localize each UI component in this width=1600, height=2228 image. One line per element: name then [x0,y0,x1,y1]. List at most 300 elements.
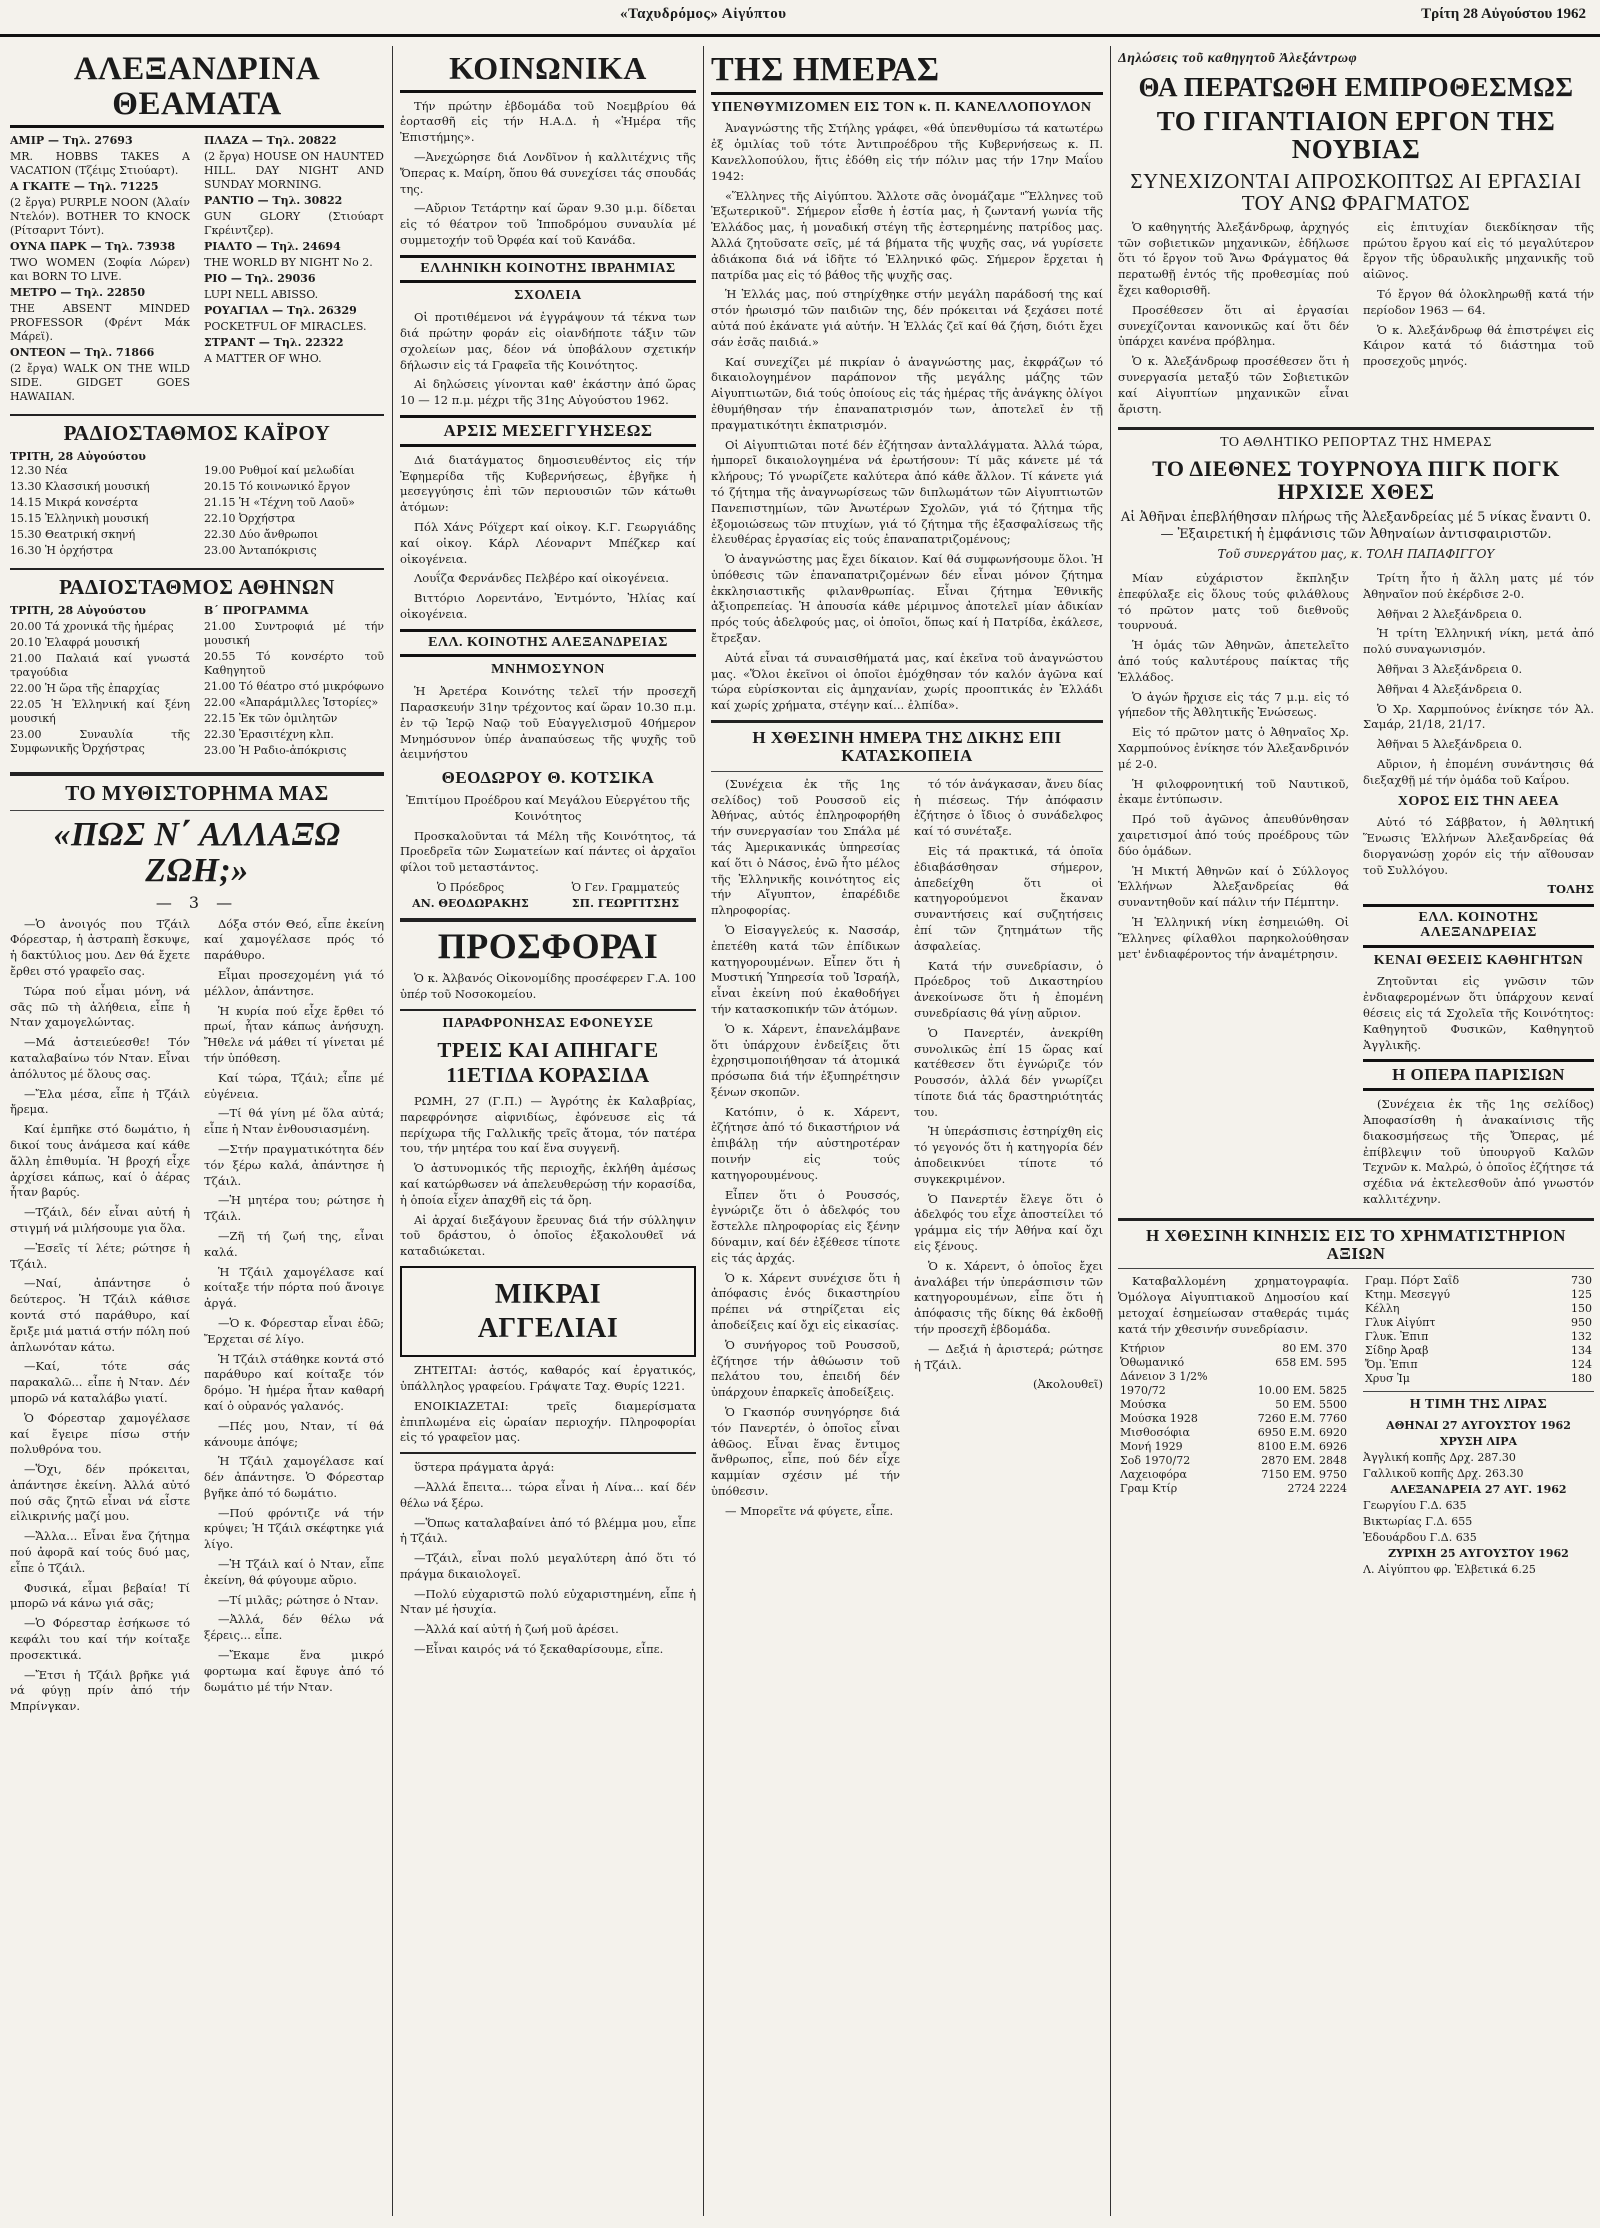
table-row [1118,1426,1349,1440]
lira-row: Ἀγγλική κοπῆς Δρχ. 287.30 [1363,1451,1516,1465]
cinema-film: A MATTER OF WHO. [204,352,322,366]
madman-headline-1: ΠΑΡΑΦΡΟΝΗΣΑΣ ΕΦΟΝΕΥΣΕ [442,1015,654,1031]
security-name: Σίδηρ Ἀραβ [1365,1344,1429,1358]
ibrahimia-title: ΕΛΛΗΝΙΚΗ ΚΟΙΝΟΤΗΣ ΙΒΡΑΗΜΙΑΣ [400,255,696,284]
security-price: 125 [1571,1288,1592,1302]
schedule-item: 20.10 Ἐλαφρά μουσική [10,636,140,650]
paragraph: Ἡ Ἀρετέρα Κοινότης τελεῖ τήν προσεχῆ Παρασκευήν 31ην τρέχοντος καί ὥραν 10.30 π.μ. ἐν τῷ Ἱερῷ Ναῷ τοῦ Εὐαγγελισμοῦ 40ήμερον Μνημόσυνον ὑπέρ ἀναπαύσεως τῆς ψυχῆς τοῦ ἀειμνήστου [400,684,696,762]
bourse-right [1363,1274,1594,1579]
security-price: 80 ΕΜ. 370 [1282,1341,1347,1355]
lira-row: Γαλλικοῦ κοπῆς Δρχ. 263.30 [1363,1467,1524,1481]
paragraph: —Καί, τότε σάς παρακαλῶ... εἶπε ἡ Νταν. Δέν μπορῶ νά καταλάβω γιατί. [10,1359,190,1405]
paragraph: Ὁ Χρ. Χαρμπούνος ἐνίκησε τόν Ἀλ. Σαμάρ, 21/18, 21/17. [1363,701,1594,732]
paragraph: Προσκαλοῦνται τά Μέλη τῆς Κοινότητος, τά Προεδρεῖα τῶν Σωματείων καί πάντες οἱ ἀρχαῖοι φίλοι τοῦ μεταστάντος. [400,828,696,875]
paragraph: Αὐτό τό Σάββατον, ἡ Ἀθλητική Ἕνωσις Ἑλλήνων Ἀλεξανδρείας θά διοργανώσῃ χορόν εἰς τήν αἴθουσαν τοῦ Συλλόγου. [1363,815,1594,877]
security-name: Ὁθωμανικό [1120,1355,1185,1369]
cinema-film: GUN GLORY (Στιούαρτ Γκρέιντζερ). [204,210,384,238]
paragraph: Εἰς τό πρῶτον ματς ὁ Ἀθηναῖος Χρ. Χαρμπούνος ἐνίκησε τόν Ἀλεξανδρινόν μέ 2-0. [1118,725,1349,771]
schedule-item: 20.00 Τά χρονικά τῆς ἡμέρας [10,620,174,634]
schedule-item: 21.00 Συντροφιά μέ τήν μουσική [204,620,384,648]
deceased-role: Ἐπιτίμου Προέδρου καί Μεγάλου Εὐεργέτου τῆς Κοινότητος [406,792,690,823]
paragraph: Αἱ δηλώσεις γίνονται καθ' ἑκάστην ἀπό ὥρας 10 — 12 π.μ. μέχρι τῆς 31ης Αὐγούστου 1962. [400,377,696,408]
paragraph: Καί ἐμπῆκε στό δωμάτιο, ἡ δικοί τους ἀνάμεσα καί κάθε ἄλλη ἐπιθυμία. Ἡ βροχή εἶχε ἀρχίσει κάπως, καί ὁ ἀέρας ἦταν βαρύς. [10,1122,190,1200]
divider [1118,427,1594,430]
paragraph: Αὐτά εἶναι τά συναισθήματά μας, καί ἐκεῖνα τοῦ ἀναγνώστου μας. «Ὅλοι ἐκεῖνοι οἱ ὁποῖοι ἐμόχθησαν τόν καλόν ἀγῶνα καί τώρα εὑρίσκονται εἰς ἀμηχανίαν, χωρίς προοπτικάς ἐν Ἑλλάδι καί χωρίς χρήματα, στέγην καί... ἐλπίδα». [711,650,1103,713]
security-price: 8100 Ε.Μ. 6926 [1257,1439,1347,1453]
statement-kicker: Δηλώσεις τοῦ καθηγητοῦ Ἀλεξάντρωφ [1118,51,1358,66]
radio-athens-schedule [10,604,384,762]
divider [400,1452,696,1454]
sport-kicker: ΤΟ ΑΘΛΗΤΙΚΟ ΡΕΠΟΡΤΑΖ ΤΗΣ ΗΜΕΡΑΣ [1220,435,1492,451]
signature-role: Ὁ Γεν. Γραμματεύς [571,880,680,894]
schedule-item: 23.00 Συναυλία τῆς Συμφωνικῆς Ὀρχήστρας [10,728,190,756]
paragraph: Οἱ Αἰγυπτιῶται ποτέ δέν ἐζήτησαν ἀνταλλάγματα. Ἀλλά τώρα, ἠμπορεῖ δικαιολογημένα νά ἐρωτήσουν: Τί μᾶς κάνετε μέ τά κλήρους; Τό γνωρίζετε καλύτερα ἀπό κάθε ἄλλον. Τί κάνετε γιά τό ζήτημα τῆς ἀναγνωρίσεως τῶν διπλωμάτων τῶν Αἰγυπτιωτῶν Πανεπιστημίων, τῶν Ἀνωτέρων Σχολῶν, γιά τό ζήτημα τῆς ἐξομοιώσεως τῶν πτυχίων, γιά τό ζήτημα τῆς ἐξασφαλίσεως τῆς ἐλευθέρας ἐργασίας εἰς τούς ἐπαναπατριζομένους; [711,437,1103,547]
lira-list [1363,1419,1594,1577]
paragraph: Ἀθῆναι 2 Ἀλεξάνδρεια 0. [1377,606,1523,621]
paragraph: Ὁ κ. Ἀλβανός Οἰκονομίδης προσέφερεν Γ.Α. 100 ὑπέρ τοῦ Νοσοκομείου. [400,971,696,1002]
column-entertainment [10,46,384,2216]
paragraph: Ὁ Γκασπόρ συνηγόρησε διά τόν Πανερτέν, ὁ ὁποῖος εἶναι ἀθῶος. Εἶναι ἕνας ἔντιμος ἄνθρωπος, εἶπε, πού δέν εἶχε καμμίαν σχέσιν μέ τήν ὑπόθεσιν. [711,1405,900,1499]
schedule-item: 15.30 Θεατρική σκηνή [10,528,136,542]
paragraph: —Ὅχι, δέν πρόκειται, ἀπάντησε ἐκείνη. Ἀλλά αὐτό πού σᾶς ζητῶ εἶναι νά εἶστε εἰλικρινής μαζί μου. [10,1462,190,1524]
paragraph: —Ἀλλά ἔπειτα... τώρα εἶναι ἡ Λίνα... καί δέν θέλω νά ξέρω. [400,1479,696,1510]
lira-row: Ἐδουάρδου Γ.Δ. 635 [1363,1531,1477,1545]
sport-byline: Τοῦ συνεργάτου μας, κ. ΤΟΛΗ ΠΑΠΑΦΙΓΓΟΥ [1217,547,1495,562]
paragraph: —Ἡ Τζάιλ καί ὁ Νταν, εἶπε ἐκείνη, θά φύγουμε αὔριο. [204,1557,384,1587]
security-price: 124 [1571,1358,1592,1372]
sport-body [1118,571,1594,1212]
paragraph: Ὁ ἀγών ἤρχισε εἰς τάς 7 μ.μ. εἰς τό γήπεδον τῆς Ἀθλητικῆς Ἑνώσεως. [1118,689,1349,720]
paragraph: Προσέθεσεν ὅτι αἱ ἐργασίαι συνεχίζονται κανονικῶς καί ὅτι δέν ὑπάρχει κανένα πρόβλημα. [1118,302,1349,349]
paragraph: —Πολύ εὐχαριστῶ πολύ εὐχαριστημένη, εἶπε ἡ Νταν μέ ἡσυχία. [400,1586,696,1617]
table-row [1363,1344,1594,1358]
paragraph: Ἡ Μικτή Ἀθηνῶν καί ὁ Σύλλογος Ἑλλήνων Ἀλεξανδρείας θά συναντηθοῦν καί πάλιν τήν Πέμπτην. [1118,863,1349,910]
table-row [1118,1454,1349,1468]
memorial-subtitle: ΜΝΗΜΟΣΥΝΟΝ [491,662,605,678]
table-row [1363,1316,1594,1330]
paragraph: Ἀθῆναι 4 Ἀλεξάνδρεια 0. [1377,681,1523,696]
paragraph: Ὁ Φόρεσταρ χαμογέλασε καί ἔγειρε πίσω στήν πολυθρόνα του. [10,1410,190,1457]
schedule-item: 14.15 Μικρά κονσέρτα [10,496,139,510]
cinema-film: (2 ἔργα) PURPLE NOON (Ἀλαίν Ντελόν). BOTHER TO KNOCK (Ρίτσαρντ Τόντ). [10,196,190,238]
table-row [1118,1482,1349,1496]
security-price: 7260 Ε.Μ. 7760 [1257,1411,1347,1425]
paragraph: —Ἔκαμε ἕνα μικρό φορτωμα καί ἔφυγε ἀπό τό δωμάτιο μέ τήν Νταν. [204,1648,384,1694]
lira-row: Λ. Αἰγύπτου φρ. Ἐλβετικά 6.25 [1363,1563,1536,1577]
cinema-film: (2 ἔργα) WALK ON THE WILD SIDE. GIDGET GOES HAWAIIAN. [10,362,190,404]
paragraph: —Ἀλλά καί αὐτή ἡ ζωή μοῦ ἀρέσει. [414,1622,619,1637]
ibrahimia-subtitle: ΣΧΟΛΕΙΑ [514,288,582,304]
schedule-item: 12.30 Νέα [10,464,68,478]
table-row [1363,1358,1594,1372]
trial-headline: Η ΧΘΕΣΙΝΗ ΗΜΕΡΑ ΤΗΣ ΔΙΚΗΣ ΕΠΙ ΚΑΤΑΣΚΟΠΕΙΑ [752,728,1062,765]
cinema-entry: ΣΤΡΑΝΤ — Τηλ. 22322 [204,336,344,350]
security-price: 6950 Ε.Μ. 6920 [1257,1425,1347,1439]
paragraph: Δόξα στόν Θεό, εἶπε ἐκείνη καί χαμογέλασε πρός τό παράθυρο. [204,916,384,963]
security-price [1232,1370,1349,1384]
paragraph: Καί συνεχίζει μέ πικρίαν ὁ ἀναγνώστης μας, ἐκφράζων τό δικαιολογημένον παράπονον τῆς μεγάλης μάζης τῶν Αἰγυπτιωτῶν, διά τούς ὁποίους εἰς τάς ἡμέρας τῆς ἀνάγκης ὀλίγοι ἐθυμήθησαν τήν ἐπαναπατρισμόν των, ἀποτελεῖ ἐν τῇ πραγματικότητι ἐκπατρισμόν. [711,354,1103,432]
paragraph: Ἡ ὁμάς τῶν Ἀθηνῶν, ἀπετελεῖτο ἀπό τούς καλυτέρους παίκτας τῆς Ἑλλάδος. [1118,638,1349,684]
arsis-title: ΑΡΣΙΣ ΜΕΣΕΓΓΥΗΣΕΩΣ [400,415,696,447]
cinema-entry: ΟΝΤΕΟΝ — Τηλ. 71866 [10,346,155,360]
cinema-entry: ΡΑΝΤΙΟ — Τηλ. 30822 [204,194,343,208]
dance-title: ΧΟΡΟΣ ΕΙΣ ΤΗΝ ΑΕΕΑ [1397,793,1560,809]
cinema-entry: ΡΟΥΑΓΙΑΛ — Τηλ. 26329 [204,304,357,318]
security-price: 2870 ΕΜ. 2848 [1261,1453,1347,1467]
column-social [400,46,696,2216]
paragraph: —Στήν πραγματικότητα δέν τόν ξέρω καλά, ἀπάντησε ἡ Τζάιλ. [204,1141,384,1188]
paragraph: — Μπορεῖτε νά φύγετε, εἶπε. [725,1503,894,1518]
offerings-title: ΠΡΟΣΦΟΡΑΙ [437,925,659,966]
security-name: Μισθοσόφια [1120,1425,1190,1439]
paragraph: Ἡ Ἑλλάς μας, πού στηρίχθηκε στήν μεγάλη παράδοσή της καί στόν ἡρωισμό τῶν παιδιῶν της, δέν πρόκειται νά ξεχάσει ποτέ αὐτά πού ἐκάνατε γιά αὐτήν. Ἡ Ἑλλάς ζεῖ καί θά ζήση, διότι ἔχει σάν ἐσᾶς παιδιά.» [711,287,1103,349]
table-row [1118,1370,1349,1384]
dam-column-left [1118,220,1349,422]
schedule-item: 15.15 Ἑλληνικὴ μουσική [10,512,149,526]
cinema-film: TWO WOMEN (Σοφία Λώρεν) και BORN TO LIVE. [10,256,190,284]
paragraph: τό τόν ἀνάγκασαν, ἄνευ δίας ἡ πιέσεως. Τήν ἀπόφασιν ἐζήτησε ὁ ἴδιος ὁ συνάδελφος καί τό συνέταξε. [914,776,1103,839]
schedule-item: 22.05 Ἡ Ἑλληνική καί ξένη μουσική [10,698,190,726]
paragraph: Τήν πρώτην ἑβδομάδα τοῦ Νοεμβρίου θά ἑορτασθῆ εἰς τήν Η.Α.Δ. ἡ «Ἡμέρα τῆς Ἐπιστήμης». [400,98,696,145]
cinema-list-right [204,134,384,406]
day-title: ΤΗΣ ΗΜΕΡΑΣ [711,52,1103,95]
table-row [1363,1288,1594,1302]
cinema-entry: ΜΕΤΡΟ — Τηλ. 22850 [10,286,146,300]
security-price: 50 ΕΜ. 5500 [1275,1397,1347,1411]
divider [1363,1391,1594,1392]
security-price: 658 ΕΜ. 595 [1275,1355,1347,1369]
paragraph: Πόλ Χάνς Ρόϊχερτ καί οἰκογ. Κ.Γ. Γεωργιάδης καί οἰκογ. Κάρλ Λέοναρντ Μπέζκερ καί οἰκογένεια. [400,519,696,566]
radio-athens-title: ΡΑΔΙΟΣΤΑΘΜΟΣ ΑΘΗΝΩΝ [59,575,335,600]
security-name: Κτημ. Μεσεγγύ [1365,1288,1451,1302]
paragraph: Φυσικά, εἶμαι βεβαία! Τί μπορῶ νά κάνω γιά σᾶς; [10,1580,190,1611]
paragraph: —Ὁ κ. Φόρεσταρ εἶναι ἐδῶ; Ἔρχεται σέ λίγο. [204,1315,384,1346]
schedule-item: 20.15 Τό κοινωνικό ἔργον [204,480,351,494]
cinema-entry: ΠΛΑΖΑ — Τηλ. 20822 [204,134,337,148]
issue-date: Τρίτη 28 Αὐγούστου 1962 [1421,6,1586,22]
paragraph: —Πές μου, Νταν, τί θά κάνουμε ἀπόψε; [204,1418,384,1449]
paragraph: Ἡ φιλοφρονητική τοῦ Ναυτικοῦ, ἐκαμε ἐντύπωσιν. [1118,776,1349,807]
paragraph: Ἡ Τζάιλ χαμογέλασε καί κοίταξε τήν πόρτα πού ἄνοιγε ἀργά. [204,1264,384,1311]
paragraph: Ὁ συνήγορος τοῦ Ρουσσοῦ, ἐζήτησε τήν ἀθώωσιν τοῦ πελάτου του, ἐπειδή δέν ὑπάρχουν ἐπαρκεῖς ἀποδείξεις. [711,1337,900,1400]
schedule-left [10,464,190,560]
bourse-headline: Η ΧΘΕΣΙΝΗ ΚΙΝΗΣΙΣ ΕΙΣ ΤΟ ΧΡΗΜΑΤΙΣΤΗΡΙΟΝ ΑΞΙΩΝ [1146,1225,1566,1263]
radio-cairo-title: ΡΑΔΙΟΣΤΑΘΜΟΣ ΚΑΪΡΟΥ [63,421,331,446]
schedule-right [204,464,384,560]
security-price: 10.00 ΕΜ. 5825 [1257,1383,1347,1397]
schedule-right [204,604,384,760]
paragraph: Τώρα πού εἶμαι μόνη, νά σᾶς πῶ τὴ ἀλήθεια, εἶπε ἡ Νταν χαμογελώντας. [10,983,190,1030]
deceased-name: ΘΕΟΔΩΡΟΥ Θ. ΚΟΤΣΙΚΑ [441,768,655,788]
paragraph: Ἡ τρίτη Ἑλληνική νίκη, μετά ἀπό πολύ συναγωνισμόν. [1363,626,1594,657]
paragraph: Ζητοῦνται εἰς γνῶσιν τῶν ἐνδιαφερομένων ὅτι ὑπάρχουν κεναί θέσεις εἰς τά Σχολεῖα τῆς Κοινότητος: Καθηγητοῦ Φυσικῶν, Καθηγητοῦ Ἀγγλικῆς. [1363,974,1594,1052]
paragraph: —Μά ἀστειεύεσθε! Τόν καταλαβαίνω τόν Νταν. Εἶναι ἀπόλυτος μέ ὅλους σας. [10,1035,190,1081]
paragraph: Ἀθῆναι 3 Ἀλεξάνδρεια 0. [1377,662,1523,677]
paragraph: ΡΩΜΗ, 27 (Γ.Π.) — Ἀγρότης ἐκ Καλαβρίας, παρεφρόνησε αἰφνιδίως, ἐφόνευσε εἰς τά περίχωρα τῆς Γαλλικῆς τρεῖς ἄτομα, τόν πατέρα του, τήν μητέρα του καί ἕνα συγγενῆ. [400,1093,696,1156]
paragraph: Ὁ ἀναγνώστης μας ἔχει δίκαιον. Καί θά συμφωνήσουμε ὅλοι. Ἡ ὑπόθεσις τῶν ἐπαναπατριζομένων δέν εἶναι μόνον ζήτημα ἐκκλησιαστικῆς φιλανθρωπίας. Εἶναι ζήτημα Ἐθνικῆς ἀξιοπρεπείας. Ἡ ἀπουσία κάθε μέριμνος ἀποτελεῖ μίαν ἀδικίαν πρός τούς ἀδελφούς μας, οἱ ὁποῖοι, ὅπως καί ἡ Πατρίδα, ἐκάλεσε, ἔτρεξαν. [711,552,1103,646]
lira-row: ΧΡΥΣΗ ΛΙΡΑ [1439,1435,1518,1449]
lira-row: Βικτωρίας Γ.Δ. 655 [1363,1515,1473,1529]
paragraph: Ὁ κ. Ἀλεξάνδρωφ θά ἐπιστρέψει εἰς Κάιρον κατά τό διάστημα τοῦ προσεχοῦς μηνός. [1363,322,1594,369]
paragraph: Ἡ Τζάιλ χαμογέλασε καί δέν ἀπάντησε. Ὁ Φόρεσταρ βγῆκε ἀπό τό δωμάτιο. [204,1454,384,1500]
paragraph: Οἱ προτιθέμενοι νά ἐγγράψουν τά τέκνα των διά πρώτην φοράν εἰς οἱανδήποτε τάξιν τῶν σχολείων μας, δέον νά ὑποβάλουν σχετικήν δήλωσιν εἰς τά Γραφεῖα τῆς Κοινότητος. [400,310,696,372]
security-name: Γλυκ Αἰγύπτ [1365,1316,1436,1330]
opera-title: Η ΟΠΕΡΑ ΠΑΡΙΣΙΩΝ [1363,1059,1594,1091]
security-price: 180 [1571,1372,1592,1386]
signature-secretary [555,880,696,912]
dam-subheadline: ΣΥΝΕΧΙΖΟΝΤΑΙ ΑΠΡΟΣΚΟΠΤΩΣ ΑΙ ΕΡΓΑΣΙΑΙ ΤΟΥ ΑΝΩ ΦΡΑΓΜΑΤΟΣ [1130,168,1582,215]
security-price: 730 [1571,1274,1592,1288]
security-name: Γραμ Κτίρ [1120,1481,1178,1495]
paragraph: —Ὅπως καταλαβαίνει ἀπό τό βλέμμα μου, εἶπε ἡ Τζάιλ. [400,1515,696,1546]
lira-row: ΖΥΡΙΧΗ 25 ΑΥΓΟΥΣΤΟΥ 1962 [1388,1547,1569,1561]
paragraph: —Πού φρόντιζε νά τήν κρύψει; Ἡ Τζάιλ σκέφτηκε γιά λίγο. [204,1505,384,1552]
paragraph: Καί τώρα, Τζάιλ; εἶπε μέ εὐγένεια. [204,1070,384,1101]
schedule-date: ΤΡΙΤΗ, 28 Αὐγούστου [10,604,146,618]
paragraph: Ὁ κ. Χάρεντ, ὁ ὁποῖος ἔχει ἀναλάβει τήν ὑπεράσπισιν τῶν κατηγορουμένων, εἶπε ὅτι ἡ ἀπόφασις τῆς δίκης θά ἐκδοθῇ τήν προσεχῆ ἑβδομάδα. [914,1258,1103,1337]
paragraph: Αἱ ἀρχαί διεξάγουν ἔρευνας διά τήν σύλληψιν τοῦ δράστου, ὁ ὁποῖος ἐξακολουθεῖ νά καταδιώκεται. [400,1212,696,1259]
paragraph: —Ὁ ἀνοιγός που Τζάιλ Φόρεσταρ, ἡ ἀστραπὴ ἔσκυψε, ἡ δακτύλιος μου. Δεν θά ἔχετε ἔρθει στό γραφεῖο σας. [10,916,190,978]
signature-president [400,880,541,912]
table-row [1118,1356,1349,1370]
paragraph: —Ἀλλά, δέν θέλω νά ξέρεις... εἶπε. [204,1612,384,1643]
schedule-item: 22.10 Ὀρχήστρα [204,512,296,526]
column-rule [703,46,704,2216]
classified-ad: ΕΝΟΙΚΙΑΖΕΤΑΙ: τρεῖς διαμερίσματα ἐπιπλωμένα εἰς ὡραίαν περιοχήν. Πληροφορίαι εἰς τό γραφεῖον μας. [400,1398,696,1445]
paragraph: (Συνέχεια ἐκ τῆς 1ης σελίδος) τοῦ Ρουσσοῦ εἰς Ἀθήνας, αὐτός ἐπληροφορήθη τήν συνεργασίαν του Σπάλα μέ τάς Ἀμερικανικάς ὑπηρεσίας καί ὅτι ὁ Νάσος, ἐνῶ ἦτο μέλος τῆς Ἑλληνικῆς κοινότητος εἰς τήν Αἴγυπτον, ἐπαρέδιδε πληροφορίας. [711,776,900,918]
schedule-item: 21.15 Ἡ «Τέχνη τοῦ Λαοῦ» [204,496,355,510]
bourse-table [1118,1342,1349,1496]
security-name: Γραμ. Πόρτ Σαΐδ [1365,1274,1460,1288]
paragraph: Τρίτη ἦτο ἡ ἄλλη ματς μέ τόν Ἀθηναῖον πού ἐκέρδισε 2-0. [1363,571,1594,601]
cinema-list-left [10,134,190,406]
paragraph: (Συνέχεια ἐκ τῆς 1ης σελίδος) Ἀποφασίσθη ἡ ἀνακαίνισις τῆς διακοσμήσεως τῆς Ὄπερας, μέ ἐπίβλεψιν τοῦ ὑπουργοῦ Καλῶν Τεχνῶν κ. Μαλρώ, ὁ ὁποῖος ἐζήτησε τά σχέδια νά ἐκτελεσθοῦν ἀπό γνωστόν καλλιτέχνην. [1363,1097,1594,1206]
paragraph: Κατόπιν, ὁ κ. Χάρεντ, ἐζήτησε ἀπό τό δικαστήριον νά ἐπιβάλῃ τήν αὐστηροτέραν ποινήν εἰς τούς κατηγορουμένους. [711,1104,900,1182]
cinema-film: THE WORLD BY NIGHT No 2. [204,256,373,270]
trial-column-left [711,777,900,1524]
cinema-entry: ΡΙΟ — Τηλ. 29036 [204,272,316,286]
cinema-entry: Α ΓΚΑΙΤΕ — Τηλ. 71225 [10,180,159,194]
paragraph: —Τί θά γίνη μέ ὅλα αὐτά; εἶπε ἡ Νταν ἐνθουσιασμένη. [204,1106,384,1137]
paragraph: Τό ἔργον θά ὁλοκληρωθῇ κατά τήν περίοδον 1963 — 64. [1363,287,1594,317]
paragraph: Καταβαλλομένη χρηματογραφία. Ὁμόλογα Αἰγυπτιακοῦ Δημοσίου καί μετοχαί ἐσημείωσαν σταθεράς τιμάς κατά τήν χθεσινήν συνεδρίασιν. [1118,1274,1349,1336]
novel-part: — 3 — [155,892,239,912]
vacancy-subtitle: ΚΕΝΑΙ ΘΕΣΕΙΣ ΚΑΘΗΓΗΤΩΝ [1373,952,1584,968]
vacancy-title: ΕΛΛ. ΚΟΙΝΟΤΗΣ ΑΛΕΞΑΝΔΡΕΙΑΣ [1363,904,1594,947]
schedule-item: 21.00 Παλαιά καί γνωστά τραγούδια [10,652,190,680]
community-title: ΕΛΛ. ΚΟΙΝΟΤΗΣ ΑΛΕΞΑΝΔΡΕΙΑΣ [400,629,696,658]
reminder-headline: ΥΠΕΝΘΥΜΙΖΟΜΕΝ ΕΙΣ ΤΟΝ κ. Π. ΚΑΝΕΛΛΟΠΟΥΛΟΝ [711,99,1092,115]
divider [10,568,384,570]
column-rule [392,46,393,2216]
trial-body [711,777,1103,1524]
paragraph: εἰς ἐπιτυχίαν διεκδίκησαν τῆς πρώτου ἔργου καί εἰς τό μεγαλύτερον ἔργον τῆς ὑδραυλικῆς μηχανικῆς τοῦ αἰῶνος. [1363,219,1594,282]
bourse-table-shares [1363,1274,1594,1386]
security-name: Μούσκα [1120,1397,1167,1411]
newspaper-name: «Ταχυδρόμος» Αἰγύπτου [620,6,787,22]
divider [1118,1268,1594,1269]
security-name: Μούσκα 1928 [1120,1411,1198,1425]
paragraph: —Εἶναι καιρός νά τό ξεκαθαρίσουμε, εἶπε. [414,1642,664,1657]
paragraph: —Ζῆ τή ζωή της, εἶναι καλά. [204,1228,384,1259]
schedule-item: 22.30 Δύο ἄνθρωποι [204,528,319,542]
dam-column-right [1363,220,1594,422]
paragraph: Ὁ κ. Χάρεντ, ἐπανελάμβανε ὅτι ὑπάρχουν ἐνδείξεις ὅτι ἐχρησιμοποιήθησαν τά ἀτομικά πρόσωπα διά τήν ἐξυπηρέτησιν ξένων σκοπῶν. [711,1021,900,1099]
paragraph: —Ἐσεῖς τί λέτε; ρώτησε ἡ Τζάιλ. [10,1240,190,1271]
paragraph: ὕστερα πράγματα ἀργά: [414,1460,555,1475]
schedule-item: 13.30 Κλασσική μουσική [10,480,150,494]
paragraph: —Τί μιλᾶς; ρώτησε ὁ Νταν. [218,1592,379,1607]
novel-column-left [10,917,190,1719]
schedule-item: 21.00 Τό θέατρο στό μικρόφωνο [204,680,384,694]
social-title: ΚΟΙΝΩΝΙΚΑ [400,52,696,93]
author-signature: ΤΟΛΗΣ [1547,882,1594,897]
signature-name: ΣΠ. ΓΕΩΡΓΙΤΣΗΣ [571,896,680,910]
table-row [1118,1384,1349,1398]
paragraph: —Τζάιλ, δέν εἶναι αὐτή ἡ στιγμή νά μιλήσουμε για ὅλα. [10,1205,190,1235]
paragraph: Ὁ κ. Ἀλεξάνδρωφ προσέθεσεν ὅτι ἡ συνεργασία μεταξύ τῶν Σοβιετικῶν καί Αἰγυπτίων μηχανικῶν εἶναι ἄριστη. [1118,354,1349,416]
paragraph: —Ἡ μητέρα του; ρώτησε ἡ Τζάιλ. [204,1193,384,1224]
paragraph: —Ἀνεχώρησε διά Λονδῖνον ἡ καλλιτέχνις τῆς Ὄπερας κ. Μαίρη, ὅπου θά συνεχίσει τάς σπουδάς της. [400,149,696,196]
paragraph: —Αὔριον Τετάρτην καί ὥραν 9.30 μ.μ. δίδεται εἰς τό θέατρον τοῦ Ἱπποδρόμου συναυλία μέ συμμετοχήν τοῦ Ὀρφέα καί τοῦ Κανάδα. [400,201,696,247]
cinema-entry: ΟΥΝΑ ΠΑΡΚ — Τηλ. 73938 [10,240,176,254]
lira-row: ΑΛΕΞΑΝΔΡΕΙΑ 27 ΑΥΓ. 1962 [1390,1483,1567,1497]
paragraph: Ἡ ὑπεράσπισις ἐστηρίχθη εἰς τό γεγονός ὅτι ἡ κατηγορία δέν ἀποδεικνύει τίποτε τό συγκεκριμένον. [914,1124,1103,1186]
dam-headline-1: ΘΑ ΠΕΡΑΤΩΘΗ ΕΜΠΡΟΘΕΣΜΩΣ [1138,71,1574,102]
novel-label: ΤΟ ΜΥΘΙΣΤΟΡΗΜΑ ΜΑΣ [65,781,329,806]
schedule-item: 16.30 Ἡ ὀρχήστρα [10,544,114,558]
divider [400,1009,696,1011]
signature-name: ΑΝ. ΘΕΟΔΩΡΑΚΗΣ [412,896,529,910]
cinema-film: LUPI NELL ABISSO. [204,288,319,302]
paragraph: —Τζάιλ, εἶναι πολύ μεγαλύτερη ἀπό ὅτι τό πράγμα δικαιολογεῖ. [400,1551,696,1581]
column-of-the-day [711,46,1103,2216]
table-row [1118,1342,1349,1356]
paragraph: Ἡ Ἑλληνική νίκη ἐσημειώθη. Οἱ Ἕλληνες φίλαθλοι παρηκολούθησαν μετ' ἐνδιαφέροντος τήν ἀναμέτρησιν. [1118,914,1349,961]
column-rule [1110,46,1111,2216]
cinema-film: (2 ἔργα) HOUSE ON HAUNTED HILL. DAY NIGHT AND SUNDAY MORNING. [204,150,384,192]
schedule-item: 23.00 Ἡ Ραδιο-ἀπόκρισις [204,744,347,758]
divider [10,414,384,416]
paragraph: Διά διατάγματος δημοσιευθέντος εἰς τήν Ἐφημερίδα τῆς Κυβερνήσεως, ἐβγῆκε ἡ μεσεγγύησις ἐπὶ τῶν περιουσιῶν τῶν κάτωθι ἀτόμων: [400,452,696,515]
dam-body [1118,220,1594,422]
schedule-item: 22.00 «Ἀπαράμιλλες Ἱστορίες» [204,696,379,710]
paragraph: —Ἄλλα... Εἶναι ἕνα ζήτημα πού ἀφορᾶ καί τούς δυό μας, εἶπε ὁ Τζάιλ. [10,1529,190,1575]
classifieds-title: ΜΙΚΡΑΙ ΑΓΓΕΛΙΑΙ [477,1278,619,1344]
schedule-item: 22.30 Ἐρασιτέχνη κλπ. [204,728,334,742]
sport-subheadline: Αἱ Ἀθῆναι ἐπεβλήθησαν πλήρως τῆς Ἀλεξανδρείας μέ 5 νίκας ἔναντι 0. — Ἐξαιρετική ἡ ἐμφάνισις τῶν Ἀθηναίων ἀντισφαιριστῶν. [1120,510,1592,543]
security-name: Λαχειοφόρα [1120,1467,1187,1481]
paragraph: Ἀθῆναι 5 Ἀλεξάνδρεια 0. [1377,737,1523,752]
novel-title: «ΠΩΣ Ν΄ ΑΛΛΑΞΩ ΖΩΗ;» [53,816,341,890]
paragraph: Αὔριον, ἡ ἐπομένη συνάντησις θά διεξαχθῇ μέ τήν ὁμάδα τοῦ Καΐρου. [1363,757,1594,787]
paragraph: —Ἔλα μέσα, εἶπε ἡ Τζάιλ ἤρεμα. [10,1086,190,1117]
paragraph: Ὁ Εἰσαγγελεύς κ. Νασσάρ, ἐπετέθη κατά τῶν ἐπίδικων κατηγορουμένων. Εἶπεν ὅτι ἡ Μυστική Ὑπηρεσία τοῦ Ἰσραήλ, εἶναι ἐκείνη πού ἐκαθοδήγει τήν κατασκοπικήν τῶν ἀτόμων. [711,922,900,1016]
paragraph: —Ἔτσι ἡ Τζάιλ βρῆκε γιά νά φύγῃ πρίν ἀπό τήν Μπρίνγκαν. [10,1667,190,1714]
paragraph: Κατά τήν συνεδρίασιν, ὁ Πρόεδρος τοῦ Δικαστηρίου ἀνεκοίνωσε ὅτι ἡ ἐπομένη συνεδρίασις θά γίνῃ αὔριον. [914,958,1103,1020]
divider [1118,1218,1594,1221]
divider [400,918,696,922]
novel-body [10,917,384,1719]
paragraph: Εἰς τά πρακτικά, τά ὁποῖα ἐδιαβάσθησαν σήμερον, ἀπεδείχθη ὅτι οἱ κατηγορούμενοι ἔκαναν συναντήσεις καί συζητήσεις ἐπί τῶν ζητημάτων τῆς ἀσφαλείας. [914,843,1103,953]
security-price: 132 [1571,1330,1592,1344]
paragraph: —Ναί, ἀπάντησε ὁ δεύτερος. Ἡ Τζάιλ κάθισε κοντά στό παράθυρο, καί ἔριξε μιά ματιά στήν πόλη πού ἀπλωνόταν κάτω. [10,1276,190,1354]
paragraph: Λουΐζα Φερνάνδες Πελβέρο καί οἰκογένεια. [414,571,669,586]
sport-column-right [1363,571,1594,1212]
table-row [1363,1330,1594,1344]
trial-column-right [914,777,1103,1524]
signatures [400,880,696,912]
divider [10,772,384,776]
table-row [1118,1468,1349,1482]
security-name: 1970/72 [1120,1383,1166,1397]
lira-title: Η ΤΙΜΗ ΤΗΣ ΛΙΡΑΣ [1409,1397,1548,1413]
paragraph: Βιττόριο Λορεντάνο, Ἐντμόντο, Ἠλίας καί οἰκογένεια. [400,591,696,621]
cinema-listings [10,134,384,408]
divider [10,810,384,811]
paragraph: Ὁ κ. Χάρεντ συνέχισε ὅτι ἡ ἀπόφασις ἑνός δικαστηρίου πρέπει νά στηρίζεται εἰς ἀποδείξεις καί ὄχι εἰς εἰκασίας. [711,1270,900,1333]
paragraph: Ὁ καθηγητής Ἀλεξάνδρωφ, ἀρχηγός τῶν σοβιετικῶν μηχανικῶν, ἐδήλωσε ὅτι τό ἔργον τοῦ Ἄνω Φράγματος θά περατωθῇ ἐντός τῆς προθεσμίας πού ἔχει καθορισθῆ. [1118,219,1349,297]
security-name: Γλυκ. Ἐπιπ [1365,1330,1429,1344]
schedule-left [10,604,190,760]
paragraph: — Δεξιά ἡ ἀριστερά; ρώτησε ἡ Τζάιλ. [914,1341,1103,1372]
cinema-entry: ΡΙΑΛΤΟ — Τηλ. 24694 [204,240,341,254]
bourse-body [1118,1274,1594,1579]
schedule-item: 19.00 Ρυθμοί καί μελωδίαι [204,464,355,478]
table-row [1118,1440,1349,1454]
cinema-film: THE ABSENT MINDED PROFESSOR (Φρέντ Μάκ Μάρεϊ). [10,302,190,344]
classifieds-box [400,1266,696,1357]
paragraph: Ὁ ἀστυνομικός τῆς περιοχῆς, ἐκλήθη ἀμέσως καί κατώρθωσεν νά ἀπελευθερώσῃ τήν κορασίδα, ἡ ὁποία εἶχεν ἀπαχθῆ εἰς τά ὄρη. [400,1161,696,1207]
paragraph: Ἡ Τζάιλ στάθηκε κοντά στό παράθυρο καί κοίταξε τόν δρόμο. Ἡ ἡμέρα ἦταν καθαρή καί ὁ οὐρανός γαλανός. [204,1351,384,1413]
security-price: 2724 2224 [1287,1481,1347,1495]
sport-headline: ΤΟ ΔΙΕΘΝΕΣ ΤΟΥΡΝΟΥΑ ΠΙΓΚ ΠΟΓΚ ΗΡΧΙΣΕ ΧΘΕΣ [1152,456,1560,505]
paragraph: Ἀναγνώστης τῆς Στήλης γράφει, «θά ὑπενθυμίσω τά κατωτέρω ἐξ ὁμιλίας τοῦ τότε Ἀντιπροέδρου τῆς Κυβερνήσεως κ. Π. Κανελλοπούλου, ἥτις ἐδόθη εἰς τήν πόλιν μας τήν 17ην Μαΐου 1942: [711,121,1103,183]
table-row [1363,1372,1594,1386]
security-name: Μονή 1929 [1120,1439,1183,1453]
schedule-item: 20.55 Τό κονσέρτο τοῦ Καθηγητοῦ [204,650,384,678]
classified-ad: ΖΗΤΕΙΤΑΙ: ἀστός, καθαρός καί ἐργατικός, ὑπάλληλος γραφείου. Γράψατε Ταχ. Θυρίς 1221. [400,1363,696,1393]
security-name: Χρυσ Ἰμ [1365,1372,1410,1386]
schedule-subtitle: Β΄ ΠΡΟΓΡΑΜΜΑ [204,604,309,618]
sport-column-left [1118,571,1349,1212]
paragraph: Ἡ κυρία πού εἶχε ἔρθει τό πρωί, ἦταν κάπως ἀνήσυχη. Ἤθελε νά μάθει τί γίνεται μέ τήν ὑπόθεση. [204,1003,384,1065]
security-price: 150 [1571,1302,1592,1316]
radio-cairo-schedule [10,464,384,562]
signature-role: Ὁ Πρόεδρος [436,880,505,894]
paragraph: Ὁ Πανερτέν, ἀνεκρίθη συνολικῶς ἐπί 15 ὥρας καί κατέθεσεν ὅτι ἐγνώριζε τόν Ρουσσόν, ἀλλά δέν γνωρίζει τίποτε διά τάς δραστηριότητάς του. [914,1025,1103,1119]
cinema-film: POCKETFUL OF MIRACLES. [204,320,367,334]
masthead [0,4,1600,37]
dam-headline-2: ΤΟ ΓΙΓΑΝΤΙΑΙΟΝ ΕΡΓΟΝ ΤΗΣ ΝΟΥΒΙΑΣ [1156,106,1556,165]
schedule-item: 23.00 Ἀνταπόκρισις [204,544,317,558]
lira-row: Γεωργίου Γ.Δ. 635 [1363,1499,1467,1513]
bourse-left [1118,1274,1349,1579]
table-row [1118,1412,1349,1426]
divider [711,771,1103,772]
theatre-title: ΑΛΕΞΑΝΔΡΙΝΑ ΘΕΑΜΑΤΑ [10,52,384,128]
schedule-item: 22.00 Ἡ ὥρα τῆς ἐπαρχίας [10,682,160,696]
security-name: Κέλλη [1365,1302,1400,1316]
continued-note: (Ἀκολουθεῖ) [1033,1377,1103,1392]
security-name: Δάνειον 3 1/2% [1120,1369,1208,1383]
cinema-entry: ΑΜΙΡ — Τηλ. 27693 [10,134,133,148]
cinema-film: MR. HOBBS TAKES A VACATION (Τζέιμς Στιούαρτ). [10,150,190,178]
table-row [1363,1274,1594,1288]
paragraph: Πρό τοῦ ἀγῶνος ἀπευθύνθησαν χαιρετισμοί ἀπό τούς προέδρους τῶν δύο ὁμάδων. [1118,812,1349,858]
madman-headline-2: ΤΡΕΙΣ ΚΑΙ ΑΠΗΓΑΓΕ 11ΕΤΙΔΑ ΚΟΡΑΣΙΔΑ [437,1037,659,1087]
table-row [1363,1302,1594,1316]
